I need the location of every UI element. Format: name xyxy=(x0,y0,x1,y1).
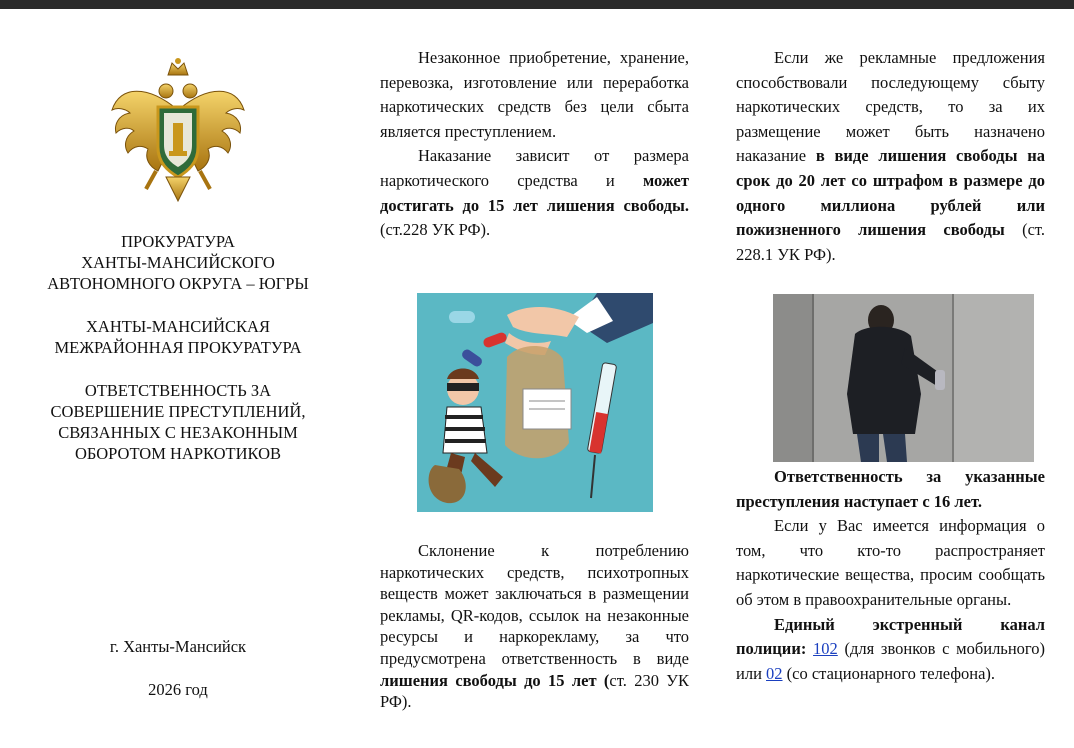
phone-link-102[interactable]: 102 xyxy=(813,639,838,659)
paragraph: Единый экстренный канал полиции: 102 (для звонков с мобильного) или 02 (со стационарного телефона). xyxy=(736,614,1046,683)
phone-link-02[interactable]: 02 xyxy=(766,663,783,683)
topic-line: СВЯЗАННЫХ С НЕЗАКОННЫМ xyxy=(58,423,298,442)
paragraph: Если же рекламные предложения способствовали последующему сбыту наркотических средств, то за их размещение может быть назначено наказание в виде лишения свободы на срок до 20 лет со штрафом в размере до одного миллиона рублей или пожизненного лишения свободы (ст. 228.1 УК РФ). xyxy=(736,48,1045,264)
sub-org-title xyxy=(18,316,338,358)
middle-text-bottom xyxy=(380,540,689,713)
emblem-icon xyxy=(108,55,248,205)
paragraph: Если у Вас имеется информация о том, что кто-то распространяет наркотические вещества, просим сообщать об этом в правоохранительные органы. xyxy=(736,516,1045,609)
org-title-line: ПРОКУРАТУРА xyxy=(121,232,235,251)
drug-illustration xyxy=(417,293,653,512)
paragraph: Наказание зависит от размера наркотического средства и может достигать до 15 лет лишения свободы. (ст.228 УК РФ). xyxy=(380,146,689,240)
sub-org-line: МЕЖРАЙОННАЯ ПРОКУРАТУРА xyxy=(54,338,302,357)
org-title-line: АВТОНОМНОГО ОКРУГА – ЮГРЫ xyxy=(47,274,309,293)
paragraph: Склонение к потреблению наркотических средств, психотропных веществ может заключаться в размещении рекламы, QR-кодов, ссылок на незаконные ресурсы и наркорекламу, за что предусмотрена ответственность в виде лишения свободы до 15 лет (ст. 230 УК РФ). xyxy=(380,541,689,712)
org-title-line: ХАНТЫ-МАНСИЙСКОГО xyxy=(81,253,275,272)
org-title xyxy=(18,231,338,294)
top-bar xyxy=(0,0,1074,9)
topic-line: ОБОРОТОМ НАРКОТИКОВ xyxy=(74,444,282,463)
topic-line: ОТВЕТСТВЕННОСТЬ ЗА xyxy=(84,381,272,400)
right-text-top xyxy=(736,46,1045,267)
year: 2026 год xyxy=(148,680,208,699)
topic-title xyxy=(18,380,338,464)
paragraph: Незаконное приобретение, хранение, перевозка, изготовление или переработка наркотических средств без цели сбыта является преступлением. xyxy=(380,48,689,141)
topic-line: СОВЕРШЕНИЕ ПРЕСТУПЛЕНИЙ, xyxy=(50,402,306,421)
graffiti-photo xyxy=(773,294,1034,462)
paragraph: Ответственность за указанные преступления наступает с 16 лет. xyxy=(736,467,1045,511)
sub-org-line: ХАНТЫ-МАНСИЙСКАЯ xyxy=(86,317,270,336)
city: г. Ханты-Мансийск xyxy=(109,637,247,656)
right-text-bottom xyxy=(736,465,1045,686)
middle-text-top xyxy=(380,46,689,243)
